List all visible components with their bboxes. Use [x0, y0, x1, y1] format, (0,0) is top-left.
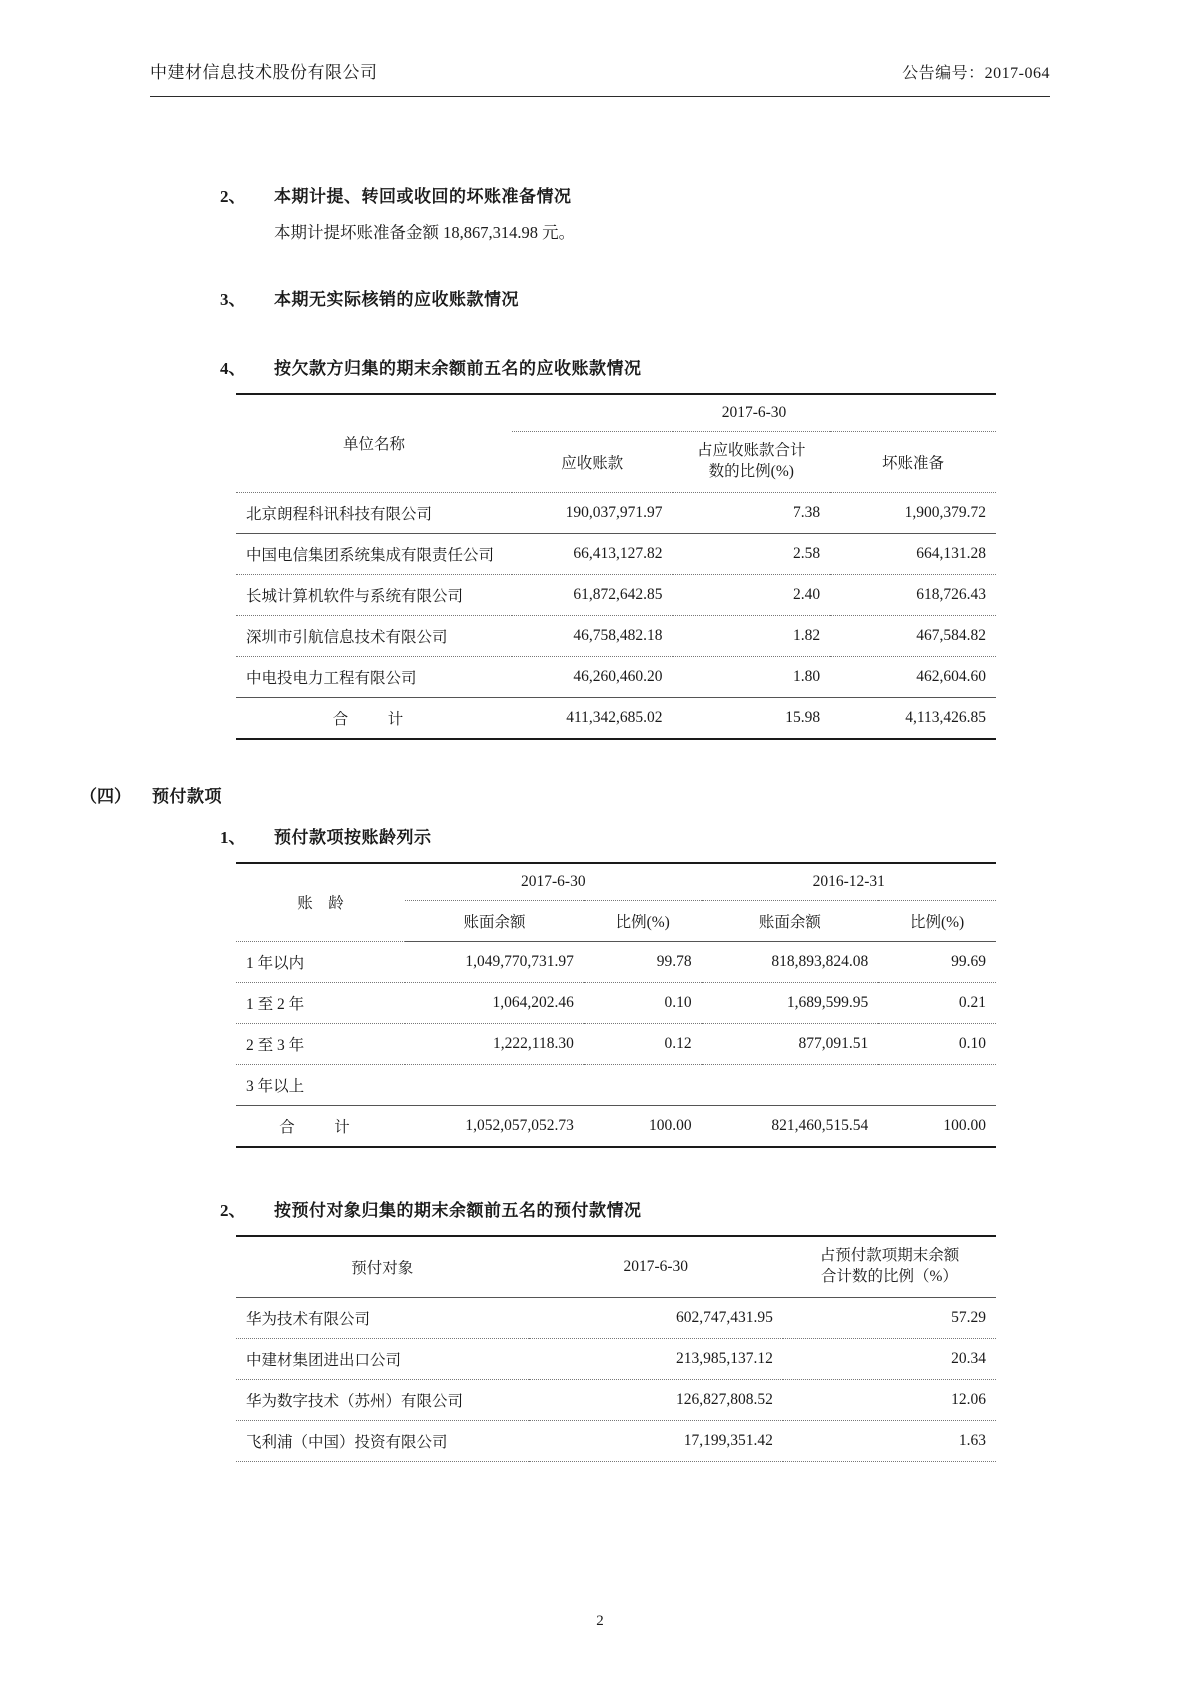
table-row-total [236, 697, 996, 739]
cell-balance-current: 1,064,202.46 [405, 982, 584, 1023]
table-top5-receivable [236, 393, 996, 740]
col-header-prepay-date: 2017-6-30 [529, 1236, 783, 1297]
cell-prepay-amount: 602,747,431.95 [529, 1297, 783, 1338]
col-header-date-previous: 2016-12-31 [702, 863, 996, 901]
cell-ratio: 1.80 [673, 656, 831, 697]
table-row [236, 1338, 996, 1379]
table-row [236, 863, 996, 901]
cell-aging: 1 年以内 [236, 941, 405, 982]
section-2-number: 2、 [220, 187, 246, 206]
section-3-number: 3、 [220, 290, 246, 309]
cell-balance-previous: 818,893,824.08 [702, 941, 879, 982]
table-row [236, 492, 996, 533]
section-four-number: （四） [80, 786, 131, 806]
section-2-body: 本期计提坏账准备金额 18,867,314.98 元。 [274, 223, 576, 242]
cell-aging: 1 至 2 年 [236, 982, 405, 1023]
cell-baddebt: 462,604.60 [830, 656, 996, 697]
cell-unit-name: 深圳市引航信息技术有限公司 [236, 615, 512, 656]
cell-receivable: 66,413,127.82 [512, 533, 672, 574]
cell-receivable: 190,037,971.97 [512, 492, 672, 533]
cell-total-receivable: 411,342,685.02 [512, 697, 672, 739]
cell-prepay-amount: 126,827,808.52 [529, 1379, 783, 1420]
table-row [236, 1379, 996, 1420]
cell-unit-name: 长城计算机软件与系统有限公司 [236, 574, 512, 615]
cell-prepay-ratio: 20.34 [783, 1338, 996, 1379]
col-header-ratio-previous: 比例(%) [878, 900, 996, 941]
col-header-receivable: 应收账款 [512, 432, 672, 493]
cell-total-label: 合 计 [236, 697, 512, 739]
cell-prepay-ratio: 12.06 [783, 1379, 996, 1420]
cell-prepay-target: 中建材集团进出口公司 [236, 1338, 529, 1379]
cell-prepay-amount: 213,985,137.12 [529, 1338, 783, 1379]
cell-prepay-target: 华为技术有限公司 [236, 1297, 529, 1338]
cell-prepay-amount: 17,199,351.42 [529, 1420, 783, 1461]
cell-prepay-ratio: 57.29 [783, 1297, 996, 1338]
cell-unit-name: 中国电信集团系统集成有限责任公司 [236, 533, 512, 574]
cell-baddebt: 1,900,379.72 [830, 492, 996, 533]
cell-baddebt: 467,584.82 [830, 615, 996, 656]
col-header-prepay-target: 预付对象 [236, 1236, 529, 1297]
section-4-number: 4、 [220, 359, 246, 378]
cell-balance-current: 1,222,118.30 [405, 1023, 584, 1064]
cell-unit-name: 中电投电力工程有限公司 [236, 656, 512, 697]
cell-total-baddebt: 4,113,426.85 [830, 697, 996, 739]
cell-total-ratio-current: 100.00 [584, 1105, 702, 1147]
cell-ratio-current [584, 1064, 702, 1105]
page-header [150, 58, 1050, 83]
cell-ratio-previous: 0.21 [878, 982, 996, 1023]
section-3-title: 本期无实际核销的应收账款情况 [274, 290, 519, 309]
section-4-title: 按欠款方归集的期末余额前五名的应收账款情况 [274, 359, 642, 378]
table-top5-prepay [236, 1235, 996, 1462]
section-2-heading [220, 182, 1070, 207]
table-row [236, 533, 996, 574]
cell-balance-previous: 1,689,599.95 [702, 982, 879, 1023]
cell-prepay-target: 飞利浦（中国）投资有限公司 [236, 1420, 529, 1461]
table-row [236, 1023, 996, 1064]
section-four-2-title: 按预付对象归集的期末余额前五名的预付款情况 [274, 1200, 642, 1220]
document-body [80, 160, 1070, 1462]
section-3-heading [220, 285, 1070, 310]
cell-receivable: 61,872,642.85 [512, 574, 672, 615]
cell-ratio-current: 0.10 [584, 982, 702, 1023]
table-row [236, 1064, 996, 1105]
col-header-ratio [673, 432, 831, 493]
section-four-1-heading [220, 823, 1070, 848]
col-header-ratio-current: 比例(%) [584, 900, 702, 941]
section-four-2-heading [220, 1196, 1070, 1221]
cell-ratio-previous: 0.10 [878, 1023, 996, 1064]
cell-ratio: 7.38 [673, 492, 831, 533]
cell-ratio: 2.58 [673, 533, 831, 574]
table-row [236, 1236, 996, 1297]
table-row [236, 982, 996, 1023]
cell-total-label: 合 计 [236, 1105, 405, 1147]
table-row [236, 574, 996, 615]
cell-ratio-current: 0.12 [584, 1023, 702, 1064]
cell-prepay-target: 华为数字技术（苏州）有限公司 [236, 1379, 529, 1420]
table-prepay-aging [236, 862, 996, 1148]
page-number: 2 [596, 1613, 604, 1629]
section-2-title: 本期计提、转回或收回的坏账准备情况 [274, 187, 572, 206]
col-header-prepay-ratio-line2: 合计数的比例（%） [821, 1267, 958, 1285]
table-row [236, 615, 996, 656]
col-header-ratio-line1: 占应收账款合计 [697, 442, 806, 459]
table-row [236, 941, 996, 982]
cell-total-ratio: 15.98 [673, 697, 831, 739]
cell-ratio-previous: 99.69 [878, 941, 996, 982]
cell-baddebt: 664,131.28 [830, 533, 996, 574]
cell-balance-current [405, 1064, 584, 1105]
cell-ratio-previous [878, 1064, 996, 1105]
cell-ratio: 2.40 [673, 574, 831, 615]
col-header-date-current: 2017-6-30 [405, 863, 702, 901]
header-divider [150, 96, 1050, 97]
cell-balance-previous [702, 1064, 879, 1105]
table-row [236, 656, 996, 697]
cell-baddebt: 618,726.43 [830, 574, 996, 615]
cell-total-balance-current: 1,052,057,052.73 [405, 1105, 584, 1147]
cell-receivable: 46,260,460.20 [512, 656, 672, 697]
col-header-prepay-ratio [783, 1236, 996, 1297]
header-notice-number: 公告编号：2017-064 [902, 65, 1050, 82]
section-four-heading [80, 782, 1070, 807]
cell-ratio-current: 99.78 [584, 941, 702, 982]
section-4-heading [220, 354, 1070, 379]
header-company-name: 中建材信息技术股份有限公司 [150, 63, 378, 82]
col-header-prepay-ratio-line1: 占预付款项期末余额 [819, 1246, 960, 1264]
cell-balance-previous: 877,091.51 [702, 1023, 879, 1064]
col-header-baddebt: 坏账准备 [830, 432, 996, 493]
col-header-unit-name: 单位名称 [236, 394, 512, 492]
section-four-title: 预付款项 [152, 786, 222, 806]
cell-aging: 3 年以上 [236, 1064, 405, 1105]
cell-receivable: 46,758,482.18 [512, 615, 672, 656]
cell-aging: 2 至 3 年 [236, 1023, 405, 1064]
table-row [236, 394, 996, 432]
table-row-total [236, 1105, 996, 1147]
cell-total-balance-previous: 821,460,515.54 [702, 1105, 879, 1147]
section-four-1-title: 预付款项按账龄列示 [274, 827, 432, 847]
col-header-ratio-line2: 数的比例(%) [708, 462, 794, 480]
col-header-aging: 账 龄 [236, 863, 405, 942]
col-header-date: 2017-6-30 [512, 394, 996, 432]
table-row [236, 1297, 996, 1338]
cell-unit-name: 北京朗程科讯科技有限公司 [236, 492, 512, 533]
cell-ratio: 1.82 [673, 615, 831, 656]
section-four-1-number: 1、 [220, 827, 246, 847]
cell-balance-current: 1,049,770,731.97 [405, 941, 584, 982]
col-header-balance-previous: 账面余额 [702, 900, 879, 941]
col-header-balance-current: 账面余额 [405, 900, 584, 941]
table-row [236, 1420, 996, 1461]
cell-prepay-ratio: 1.63 [783, 1420, 996, 1461]
cell-total-ratio-previous: 100.00 [878, 1105, 996, 1147]
section-four-2-number: 2、 [220, 1200, 246, 1220]
